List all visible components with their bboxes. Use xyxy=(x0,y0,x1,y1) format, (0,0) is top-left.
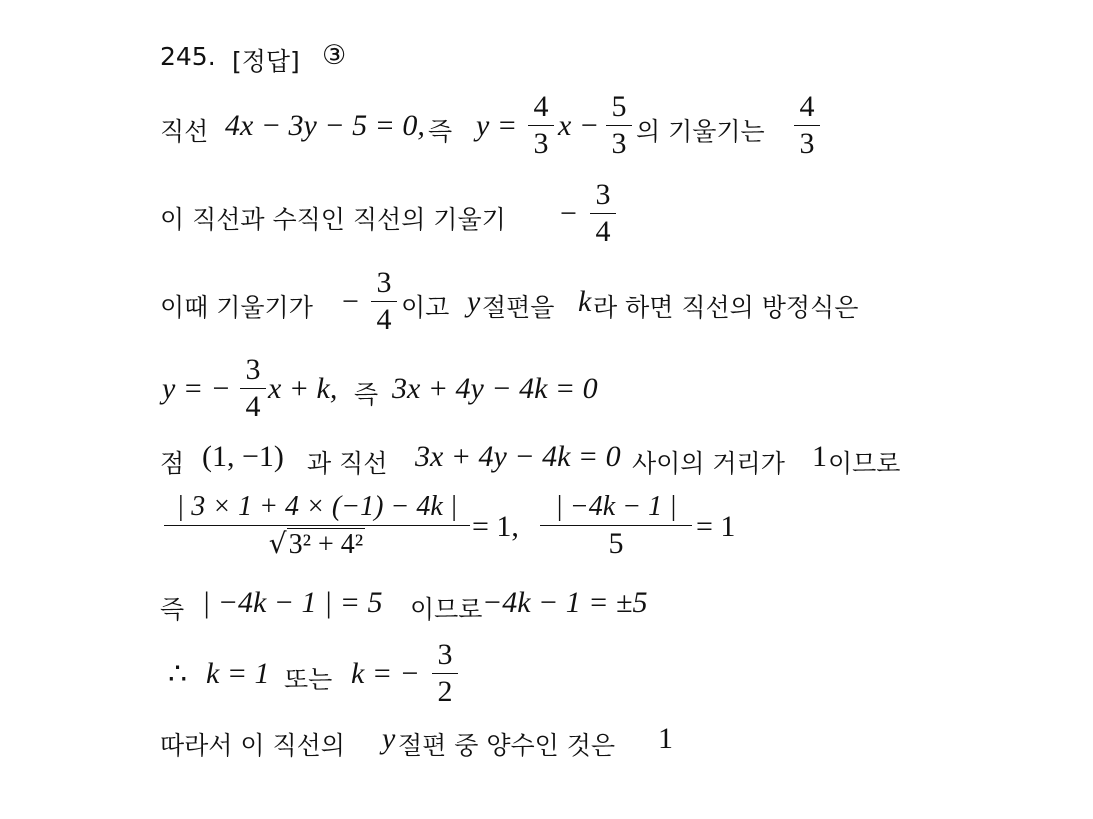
fraction-bar xyxy=(590,213,616,214)
y-equals: y = xyxy=(476,109,518,142)
fraction-bar xyxy=(432,673,458,674)
point-coords: (1, −1) xyxy=(202,440,284,473)
therefore-symbol: ∴ xyxy=(168,658,188,691)
text-or: 또는 xyxy=(284,665,333,694)
fraction-bar xyxy=(240,388,266,389)
equation-line: 3x + 4y − 4k = 0 xyxy=(415,440,621,473)
var-y: y xyxy=(467,285,481,318)
text-point: 점 xyxy=(160,449,185,478)
fraction-numerator: 5 xyxy=(611,90,627,123)
text-therefore: 이므로 xyxy=(410,595,483,624)
text-therefore: 이므로 xyxy=(828,449,901,478)
equals-one: = 1, xyxy=(472,510,519,543)
var-k: k xyxy=(578,285,592,318)
plus-minus-equation: −4k − 1 = ±5 xyxy=(482,586,648,619)
text-slope: 의 기울기는 xyxy=(636,117,765,146)
fraction-numerator: 3 xyxy=(245,353,261,386)
text-jeuk: 즉 xyxy=(354,380,379,409)
text-distance: 사이의 거리가 xyxy=(632,449,785,478)
distance-formula-fraction xyxy=(164,492,470,560)
answer-label: [정답] xyxy=(232,47,300,76)
fraction-numerator: | −4k − 1 | xyxy=(555,491,677,522)
text-jeuk: 즉 xyxy=(428,117,453,146)
text-jeuk: 즉 xyxy=(160,595,185,624)
minus-sign: − xyxy=(560,197,577,230)
distance-value: 1 xyxy=(812,440,827,473)
fraction-3-2 xyxy=(432,640,458,707)
text-thus: 따라서 이 직선의 xyxy=(160,731,345,760)
fraction-denominator: 3 xyxy=(533,127,549,160)
x-minus: x − xyxy=(558,109,600,142)
fraction-3-4 xyxy=(240,355,266,422)
fraction-bar xyxy=(540,525,692,526)
fraction-numerator: 3 xyxy=(595,178,611,211)
equation-1: 4x − 3y − 5 = 0, xyxy=(225,109,425,142)
fraction-numerator: 3 xyxy=(376,266,392,299)
fraction-denominator: 3 xyxy=(799,127,815,160)
fraction-numerator: 4 xyxy=(533,90,549,123)
fraction-numerator: 4 xyxy=(799,90,815,123)
answer-value: ③ xyxy=(322,40,347,71)
text-and: 이고 xyxy=(401,293,450,322)
sqrt-denominator xyxy=(164,529,470,560)
equation-line: 3x + 4y − 4k = 0 xyxy=(392,372,598,405)
abs-equation: | −4k − 1 | = 5 xyxy=(202,586,383,619)
sqrt-radicand: 3² + 4² xyxy=(288,529,364,560)
text-perpendicular: 이 직선과 수직인 직선의 기울기 xyxy=(160,205,506,234)
equals-one-final: = 1 xyxy=(696,510,736,543)
fraction-3-4 xyxy=(371,268,397,335)
fraction-bar xyxy=(606,125,632,126)
k-equals-one: k = 1 xyxy=(206,657,270,690)
text-intercept: 절편을 xyxy=(482,293,555,322)
fraction-denominator: 4 xyxy=(245,390,261,423)
fraction-bar xyxy=(794,125,820,126)
minus-sign: − xyxy=(342,285,359,318)
text-positive-intercept: 절편 중 양수인 것은 xyxy=(398,731,616,760)
fraction-numerator: 3 xyxy=(437,638,453,671)
fraction-numerator: | 3 × 1 + 4 × (−1) − 4k | xyxy=(176,491,458,522)
sqrt-icon: √ xyxy=(268,527,287,560)
fraction-bar xyxy=(164,525,470,526)
simplified-fraction xyxy=(540,492,692,559)
fraction-denominator: 3 xyxy=(611,127,627,160)
fraction-4-3 xyxy=(528,92,554,159)
fraction-bar xyxy=(528,125,554,126)
fraction-5-3 xyxy=(606,92,632,159)
fraction-denominator: 4 xyxy=(595,215,611,248)
x-plus-k: x + k, xyxy=(268,372,338,405)
problem-number: 245. xyxy=(160,42,216,71)
final-answer: 1 xyxy=(658,722,673,755)
text-and-line: 과 직선 xyxy=(307,449,388,478)
var-y: y xyxy=(382,722,396,755)
text-when: 이때 기울기가 xyxy=(160,293,313,322)
text-line: 직선 xyxy=(160,117,209,146)
fraction-3-4 xyxy=(590,180,616,247)
k-equals-minus: k = − xyxy=(351,657,420,690)
fraction-denominator: 2 xyxy=(437,675,453,708)
fraction-slope xyxy=(794,92,820,159)
fraction-bar xyxy=(371,301,397,302)
text-equation-is: 라 하면 직선의 방정식은 xyxy=(593,293,859,322)
y-equals-minus: y = − xyxy=(162,372,231,405)
fraction-denominator: 4 xyxy=(376,303,392,336)
fraction-denominator: 5 xyxy=(608,527,624,560)
